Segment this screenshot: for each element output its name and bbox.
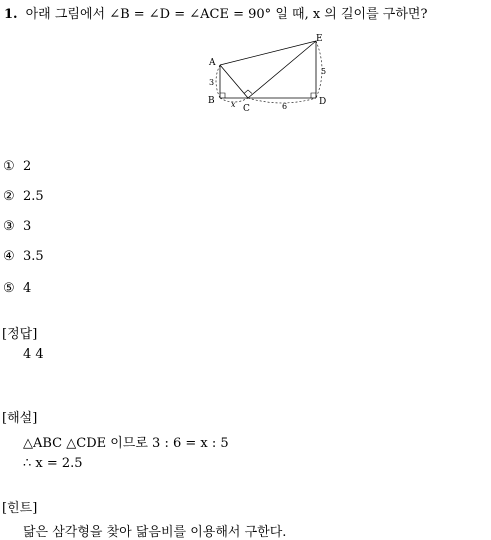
right-angle-d xyxy=(311,93,316,98)
choice-value: 2.5 xyxy=(23,189,44,204)
question-number: 1. xyxy=(4,7,18,22)
choice-mark: ⑤ xyxy=(3,281,15,296)
choice-mark: ③ xyxy=(3,219,15,234)
choice-mark: ④ xyxy=(3,249,15,264)
right-angle-b xyxy=(220,93,225,98)
answer-value: 4 4 xyxy=(23,347,44,362)
triangle-figure xyxy=(200,30,335,115)
explanation-line-2: ∴ x = 2.5 xyxy=(23,456,83,471)
choice-mark: ① xyxy=(3,159,15,174)
arc-ab xyxy=(216,65,220,98)
choice-value: 3.5 xyxy=(23,249,44,264)
hint-text: 닮은 삼각형을 찾아 닮음비를 이용해서 구한다. xyxy=(23,525,287,540)
label-e: E xyxy=(316,34,323,44)
choice-value: 2 xyxy=(23,159,32,174)
length-de: 5 xyxy=(321,67,327,76)
label-b: B xyxy=(208,96,215,106)
length-cd: 6 xyxy=(282,102,288,111)
label-a: A xyxy=(209,58,216,68)
choice-mark: ② xyxy=(3,189,15,204)
choice-4[interactable] xyxy=(3,249,44,264)
choice-value: 3 xyxy=(23,219,32,234)
length-bc: x xyxy=(231,100,236,109)
length-ab: 3 xyxy=(209,78,215,87)
choice-5[interactable] xyxy=(3,281,31,296)
choice-1[interactable] xyxy=(3,159,31,174)
hint-label: [힌트] xyxy=(2,501,38,516)
question-line xyxy=(4,3,427,22)
label-d: D xyxy=(319,97,327,107)
explanation-label: [해설] xyxy=(2,411,38,426)
question-text: 아래 그림에서 ∠B = ∠D = ∠ACE = 90° 일 때, x 의 길이를 구하면? xyxy=(25,7,428,22)
choice-3[interactable] xyxy=(3,219,31,234)
right-angle-c xyxy=(244,90,252,94)
answer-label: [정답] xyxy=(2,327,38,342)
explanation-line-1: △ABC △CDE 이므로 3 : 6 = x : 5 xyxy=(23,436,229,451)
choice-value: 4 xyxy=(23,281,32,296)
label-c: C xyxy=(243,104,250,114)
choice-2[interactable] xyxy=(3,189,44,204)
